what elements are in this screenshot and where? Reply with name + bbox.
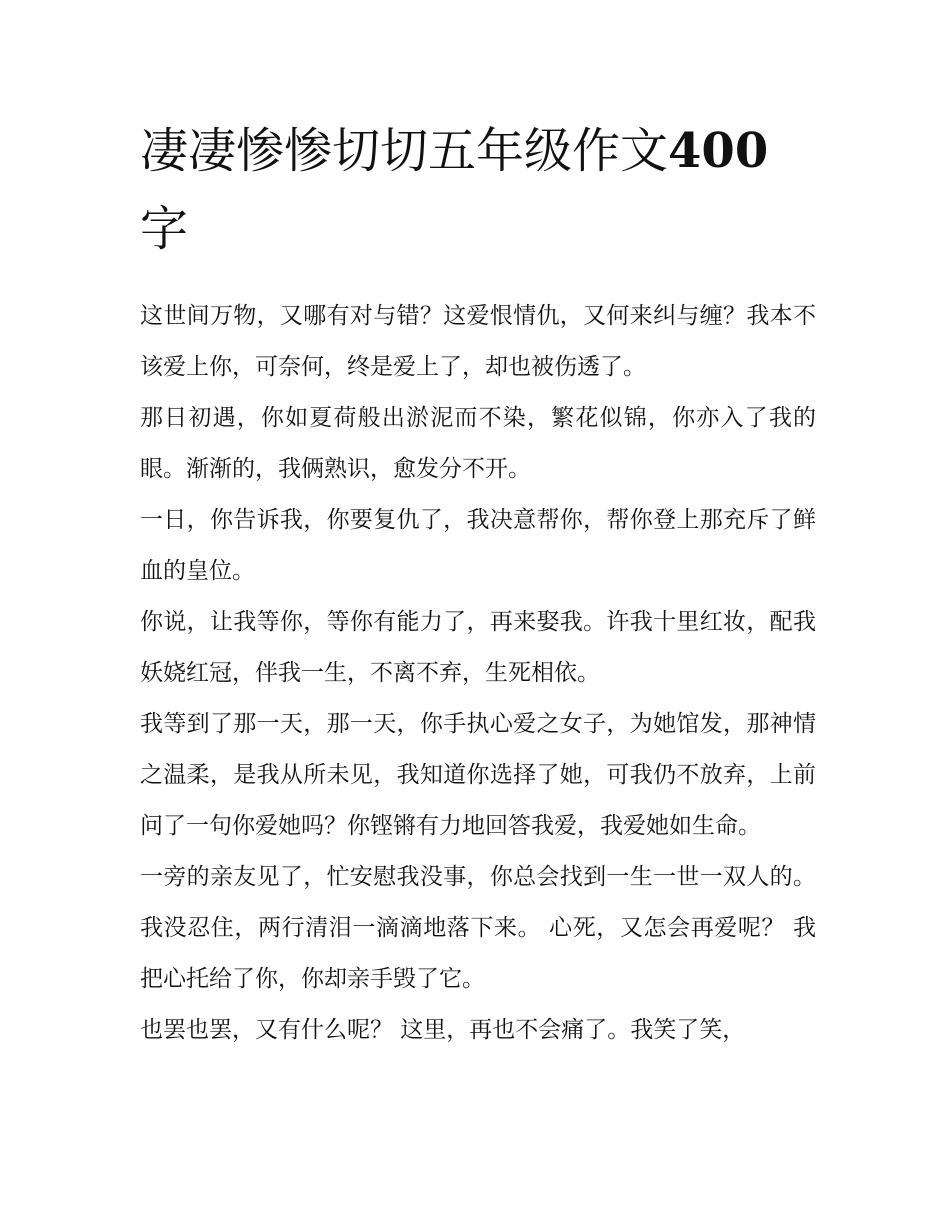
- paragraph: 一旁的亲友见了，忙安慰我没事，你总会找到一生一世一双人的。 我没忍住，两行清泪一滴滴地落下来。 心死，又怎会再爱呢？ 我把心托给了你，你却亲手毁了它。: [140, 864, 816, 992]
- paragraph: 那日初遇，你如夏荷般出淤泥而不染，繁花似锦，你亦入了我的眼。渐渐的，我俩熟识，愈发分不开。: [140, 405, 816, 482]
- paragraph: 也罢也罢，又有什么呢？ 这里，再也不会痛了。我笑了笑，: [140, 1017, 746, 1043]
- paragraph: 一日，你告诉我，你要复仇了，我决意帮你，帮你登上那充斥了鲜血的皇位。: [140, 507, 816, 584]
- document-body: [140, 291, 816, 1056]
- title-suffix: 字: [140, 201, 189, 257]
- paragraph: 这世间万物，又哪有对与错？这爱恨情仇，又何来纠与缠？我本不该爱上你，可奈何，终是爱上了，却也被伤透了。: [140, 303, 816, 380]
- document-content: [140, 112, 816, 1056]
- document-title: [140, 112, 816, 268]
- paragraph: 你说，让我等你，等你有能力了，再来娶我。许我十里红妆，配我妖娆红冠，伴我一生，不离不弃，生死相依。: [140, 609, 816, 686]
- title-number: 400: [668, 123, 769, 179]
- title-text: 凄凄惨惨切切五年级作文: [140, 123, 669, 179]
- paragraph: 我等到了那一天，那一天，你手执心爱之女子，为她馆发，那神情之温柔，是我从所未见，我知道你选择了她，可我仍不放弃，上前问了一句你爱她吗？你铿锵有力地回答我爱，我爱她如生命。: [140, 711, 816, 839]
